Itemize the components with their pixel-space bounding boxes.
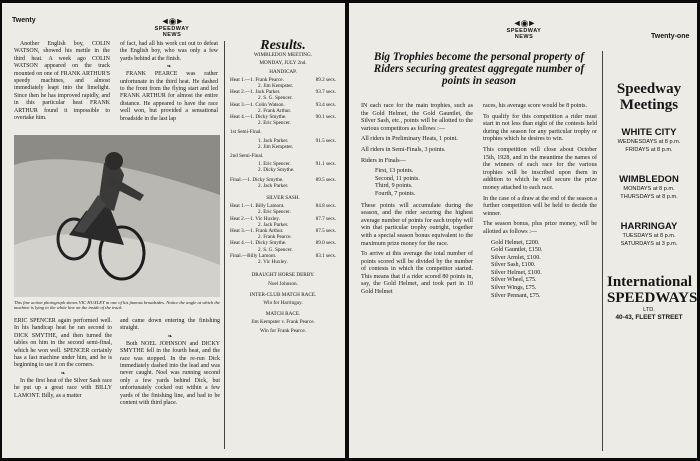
article-col-3 xyxy=(14,318,112,401)
paragraph: and came down entering the finishing straight. xyxy=(120,318,220,332)
rider-photo-illustration xyxy=(14,135,220,297)
paragraph: All riders in Semi-Finals, 3 points. xyxy=(361,146,446,153)
venue-block xyxy=(607,174,691,201)
company-name: SPEEDWAYS xyxy=(607,290,697,306)
venue-name: HARRINGAY xyxy=(620,221,678,232)
list-item: Second, 11 points. xyxy=(375,175,420,182)
list-item: Silver Wings, £75. xyxy=(491,285,537,292)
paragraph: FRANK PEARCE was rather unfortunate in the third heat. He dashed to the front from the flying start and led FRANK ARTHUR for almost the entire distance. He appeared to have the race well won, but provided a sensational broadside in the last lap xyxy=(120,71,218,122)
paragraph: IN each race for the main trophies, such as the Gold Helmet, the Gold Gauntlet, the Silver Sash, etc., points will be allotted to the various competitors as follows :— xyxy=(361,103,473,132)
list-item: Silver Wheel, £75. xyxy=(491,277,537,284)
paragraph: These points will accumulate during the season, and the rider securing the highest average number of points for each trophy will win that particular trophy outright, together with a special season bonus equivalent to the maximum prize money for the race. xyxy=(361,202,473,247)
company-name: International xyxy=(607,274,693,290)
event-winner: Noel Johnson. xyxy=(268,280,298,287)
venue-name: WIMBLEDON xyxy=(619,174,679,185)
action-photo xyxy=(14,135,220,297)
paragraph: All riders in Preliminary Heats, 1 point. xyxy=(361,136,458,143)
speedway-news-logo: ◄◉► SPEEDWAY NEWS xyxy=(147,17,197,38)
article-col-4 xyxy=(120,318,220,408)
venue-time: FRIDAYS at 8 p.m. xyxy=(625,147,673,153)
list-item: Gold Helmet, £200. xyxy=(491,239,540,246)
list-item: Silver Armlet, £100. xyxy=(491,254,541,261)
venue-block xyxy=(607,221,691,248)
company-suffix: LTD. xyxy=(643,307,655,313)
result-heat: Final.—1. Dicky Smythe. 89.5 secs. 2. Jack Parker. xyxy=(230,176,336,189)
winged-wheel-icon: ◄◉► xyxy=(512,18,536,28)
result-heat: 1. Eric Spencer. 91.1 secs. 2. Dicky Smythe. xyxy=(258,161,336,174)
event-result: Jim Kempster v. Frank Pearce. xyxy=(251,319,315,326)
paragraph: The season bonus, plus prize money, will be allotted as follows :— xyxy=(483,221,597,235)
paragraph: Another English boy, COLIN WATSON, showed his mettle in the third heat. A week ago COLIN WATSON appeared on the track mounted on one of FRANK ARTHUR'S speedy machines, and almost immediately leapt into the limelight. Since then he has improved rapidly, and in this particular heat FRANK ARTHUR found it impossible to overtake him. xyxy=(14,41,110,122)
venue-block xyxy=(607,127,691,154)
result-heat: Heat 1.—1. Frank Pearce. 89.2 secs. 2. Jim Kempster. xyxy=(230,76,336,90)
result-heat: Heat 1.—1. Billy Lamont. 84.8 secs. 2. Eric Spencer. xyxy=(230,203,336,216)
page-number: Twenty xyxy=(12,17,36,24)
right-page xyxy=(349,3,697,458)
venue-time: TUESDAYS at 8 p.m. xyxy=(622,233,676,239)
list-item: Silver Pennant, £75. xyxy=(491,292,541,299)
paragraph: ERIC SPENCER again performed well. In his handicap heat he ran second to DICK SMYTHE, and then turned the tables on him in the second semi-final, which he won well. SPENCER certainly has a fast machine under him, and he is beginning to use it on the corners. xyxy=(14,318,112,369)
article-col-2 xyxy=(120,41,218,124)
list-item: Silver Helmet, £100. xyxy=(491,269,542,276)
paragraph: of fact, had all his work cut out to defeat the English boy, who was only a few yards behind at the finish. xyxy=(120,41,218,62)
event-heading: SILVER SASH. xyxy=(266,195,300,202)
result-heat: Heat 4.—1. Dicky Smythe. 90.1 secs. 2. Eric Spencer. xyxy=(230,114,336,127)
paragraph: In the case of a draw at the end of the season a further competition will be held to decide the winner. xyxy=(483,195,597,217)
column-rule xyxy=(224,41,225,449)
result-heat: Heat 2.—1. Vic Huxley. 87.7 secs. 2. Jack Parker. xyxy=(230,215,336,228)
paragraph: Both NOEL JOHNSON and DICKY SMYTHE fell in the fourth heat, and the race was stopped. In the re-run Dick immediately dashed into the lead and was never caught. Noel was running second only a few yards behind Dick, but unfortunately cocked out within a few yards of the finishing line, and had to be content with third place. xyxy=(120,340,220,407)
paragraph: races, his average score would be 8 points. xyxy=(483,103,588,109)
left-page xyxy=(2,3,345,458)
venue-name: WHITE CITY xyxy=(621,127,677,138)
paragraph: To arrive at this average the total number of points scored will be divided by the number of contests in which the competitor started. This means that if a rider scored 80 points in, say, the Gold Helmet, and took part in 10 Gold Helmet xyxy=(361,251,473,296)
event-subheading: HANDICAP. xyxy=(269,68,297,75)
list-item: Third, 9 points. xyxy=(375,183,413,190)
photo-caption: This fine action photograph shows VIC HUXLEY in one of his famous broadsides. Notice the angle at which the machine is lying to the white line on the inside of the track. xyxy=(14,300,220,311)
list-item: Gold Gauntlet, £150. xyxy=(491,247,543,254)
results-title: Results. xyxy=(260,38,306,53)
event-date: MONDAY, JULY 2nd. xyxy=(259,60,307,67)
result-heat: Heat 3.—1. Colin Watson. 93.4 secs. 2. Frank Arthur. xyxy=(230,101,336,114)
winged-wheel-icon: ◄◉► xyxy=(160,16,184,26)
event-winner: Win for Frank Pearce. xyxy=(260,327,306,334)
paragraph: To qualify for this competition a rider must start in not less than eight of the contests held during the season for any particular trophy or trophies which he desires to win. xyxy=(483,113,597,143)
event-winner: Win for Harringay. xyxy=(263,299,303,306)
paragraph: In the first heat of the Silver Sash race he put up a great race with BILLY LAMONT. Billy, as a matter xyxy=(14,377,112,399)
list-item: Silver Sash, £100. xyxy=(491,262,536,269)
result-heat: Final.—Billy Lamont. 83.1 secs. 2. Vic Huxley. xyxy=(230,252,336,266)
column-rule xyxy=(602,51,603,451)
event-subheading: 1st Semi-Final. xyxy=(230,129,262,136)
company-block xyxy=(607,274,697,322)
article-col-1 xyxy=(361,103,473,300)
separator-icon: ❧ xyxy=(167,333,173,340)
result-heat: Heat 3.—1. Frank Arthur. 87.5 secs. 2. Frank Pearce. xyxy=(230,228,336,241)
meetings-advert xyxy=(607,81,697,322)
venue-time: THURSDAYS at 8 p.m. xyxy=(620,194,678,200)
paragraph: This competition will close about October 15th, 1928, and in the meantime the names of the winners of each race for the various trophies will be inscribed upon them in addition to which he will secure the prize money attached to each race. xyxy=(483,146,597,191)
advert-title: Speedway Meetings xyxy=(616,81,682,113)
results-box xyxy=(230,38,336,336)
result-heat: Heat 4.—1. Dicky Smythe. 89.0 secs. 2. S. G. Spencer. xyxy=(230,240,336,253)
company-address: 40-43, FLEET STREET xyxy=(615,314,683,321)
event-heading: DRAUGHT HORSE DERBY. xyxy=(251,272,315,279)
article-col-1 xyxy=(14,41,110,123)
venue-time: MONDAYS at 8 p.m. xyxy=(623,186,675,192)
event-subheading: 2nd Semi-Final. xyxy=(230,153,264,160)
event-heading: INTER-CLUB MATCH RACE. xyxy=(249,291,317,298)
article-col-2 xyxy=(483,103,597,300)
paragraph: Riders in Finals— xyxy=(361,157,406,164)
event-heading: MATCH RACE. xyxy=(265,311,301,318)
list-item: First, 13 points. xyxy=(375,168,414,175)
venue-time: SATURDAYS at 3 p.m. xyxy=(620,241,678,247)
separator-icon: ❧ xyxy=(166,64,172,71)
result-heat: 1. Jack Parker. 91.5 secs. 2. Jim Kempster. xyxy=(258,137,336,150)
bonus-list xyxy=(483,240,597,301)
separator-icon: ❧ xyxy=(60,370,66,377)
result-heat: Heat 2.—1. Jack Parker. 93.7 secs. 2. S. G. Spencer. xyxy=(230,89,336,102)
event-heading: WIMBLEDON MEETING. xyxy=(253,52,313,59)
venue-time: WEDNESDAYS at 8 p.m. xyxy=(617,139,681,145)
page-number: Twenty-one xyxy=(651,33,690,40)
list-item: Fourth, 7 points. xyxy=(375,190,416,197)
speedway-news-logo: ◄◉► SPEEDWAY NEWS xyxy=(499,19,549,40)
points-list xyxy=(361,168,473,198)
article-headline: Big Trophies become the personal property of Riders securing greatest aggregate number of points in season xyxy=(373,51,585,87)
